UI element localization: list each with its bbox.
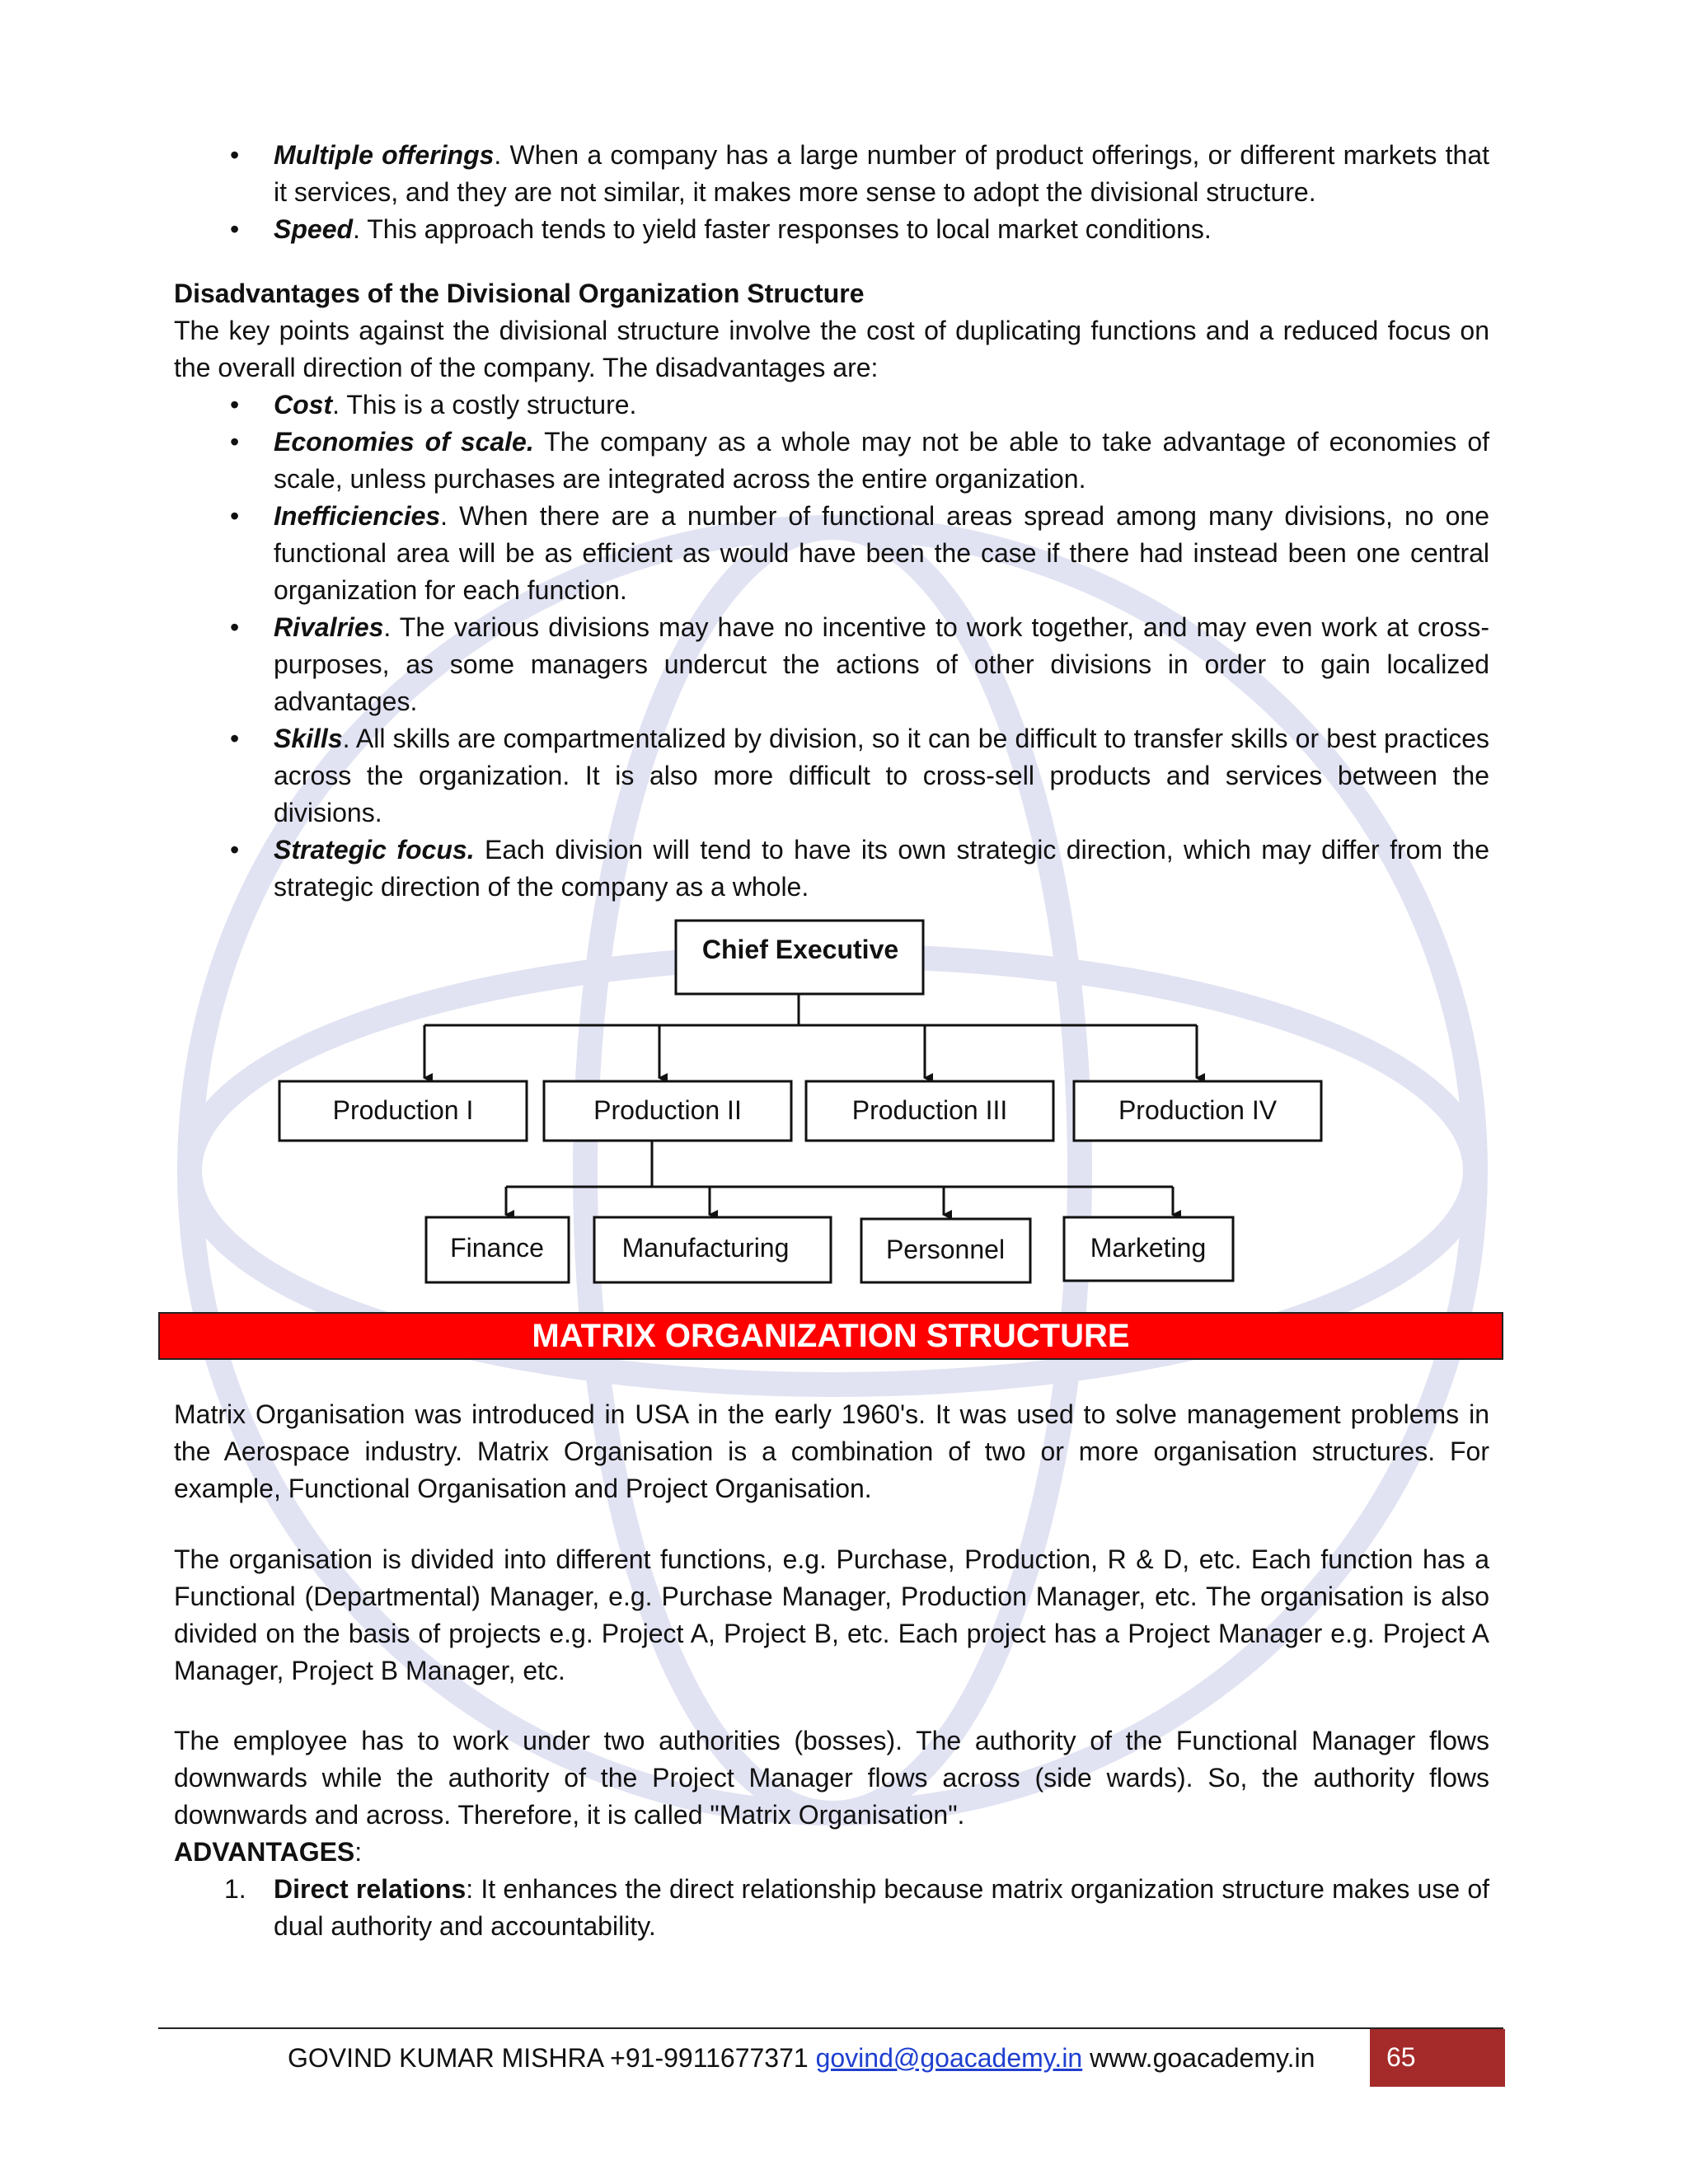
section-banner: MATRIX ORGANIZATION STRUCTURE [158, 1312, 1503, 1360]
footer-divider [158, 2027, 1503, 2029]
matrix-para-3: The employee has to work under two authorities (bosses). The authority of the Functional Manager flows downwards while the authority of the Project Manager flows across (side wards). So, the authority flows downwards and across. Therefore, it is called "Matrix Organisation". [174, 1726, 1489, 1830]
footer [288, 2040, 1315, 2077]
list-item: • Rivalries. The various divisions may have no incentive to work together, and may even work at cross-purposes, as some managers undercut the actions of other divisions in order to gain localized advantages. [230, 612, 1489, 716]
chart-node-finance: Finance [450, 1233, 544, 1263]
section-heading: Disadvantages of the Divisional Organization Structure [174, 279, 865, 308]
list-item: • Strategic focus. Each division will tend to have its own strategic direction, which may differ from the strategic direction of the company as a whole. [230, 835, 1490, 902]
list-item: 1. Direct relations: It enhances the direct relationship because matrix organization structure makes use of dual authority and accountability. [224, 1874, 1490, 1941]
chart-node-production-2: Production II [593, 1095, 742, 1125]
list-item: • Skills. All skills are compartmentalized by division, so it can be difficult to transfer skills or best practices across the organization. It is also more difficult to cross-sell products and services between the divisions. [230, 724, 1489, 827]
chart-node-manufacturing: Manufacturing [621, 1233, 790, 1263]
footer-name-phone: GOVIND KUMAR MISHRA +91-9911677371 [288, 2043, 816, 2073]
advantages-heading: ADVANTAGES: [174, 1837, 363, 1867]
matrix-para-1: Matrix Organisation was introduced in USA in the early 1960's. It was used to solve management problems in the Aerospace industry. Matrix Organisation is a combination of two or more organisation structures. For example, Functional Organisation and Project Organisation. [174, 1399, 1489, 1503]
chart-node-marketing: Marketing [1090, 1233, 1207, 1263]
footer-website: www.goacademy.in [1082, 2043, 1315, 2073]
matrix-para-3-section [174, 1722, 1489, 1945]
matrix-para-2: The organisation is divided into different functions, e.g. Purchase, Production, R & D, etc. Each function has a Functional (Departmental) Manager, e.g. Purchase Manager, Production Manager, etc. The organisation is also divided on the basis of projects e.g. Project A, Project B, etc. Each project has a Project Manager e.g. Project A Manager, Project B Manager, etc. [174, 1544, 1489, 1685]
chart-node-top: Chief Executive [701, 935, 899, 964]
list-item: • Multiple offerings. When a company has a large number of product offerings, or different markets that it services, and they are not similar, it makes more sense to adopt the divisional structure. [230, 140, 1490, 207]
list-item: • Speed. This approach tends to yield faster responses to local market conditions. [230, 214, 1212, 244]
intro-paragraph: The key points against the divisional structure involve the cost of duplicating functions and a reduced focus on the overall direction of the company. The disadvantages are: [174, 316, 1489, 382]
list-item: • Inefficiencies. When there are a number of functional areas spread among many divisions, no one functional area will be as efficient as would have been the case if there had instead been one central organization for each function. [230, 501, 1489, 605]
list-item: • Cost. This is a costly structure. [230, 390, 637, 419]
chart-node-production-3: Production III [851, 1095, 1008, 1125]
footer-email-link[interactable]: govind@goacademy.in [815, 2043, 1083, 2073]
list-item: • Economies of scale. The company as a whole may not be able to take advantage of economies of scale, unless purchases are integrated across the entire organization. [230, 427, 1490, 494]
chart-node-production-1: Production I [332, 1095, 474, 1125]
chart-node-production-4: Production IV [1118, 1095, 1278, 1125]
page-number: 65 [1370, 2029, 1505, 2087]
chart-node-personnel: Personnel [885, 1235, 1006, 1264]
